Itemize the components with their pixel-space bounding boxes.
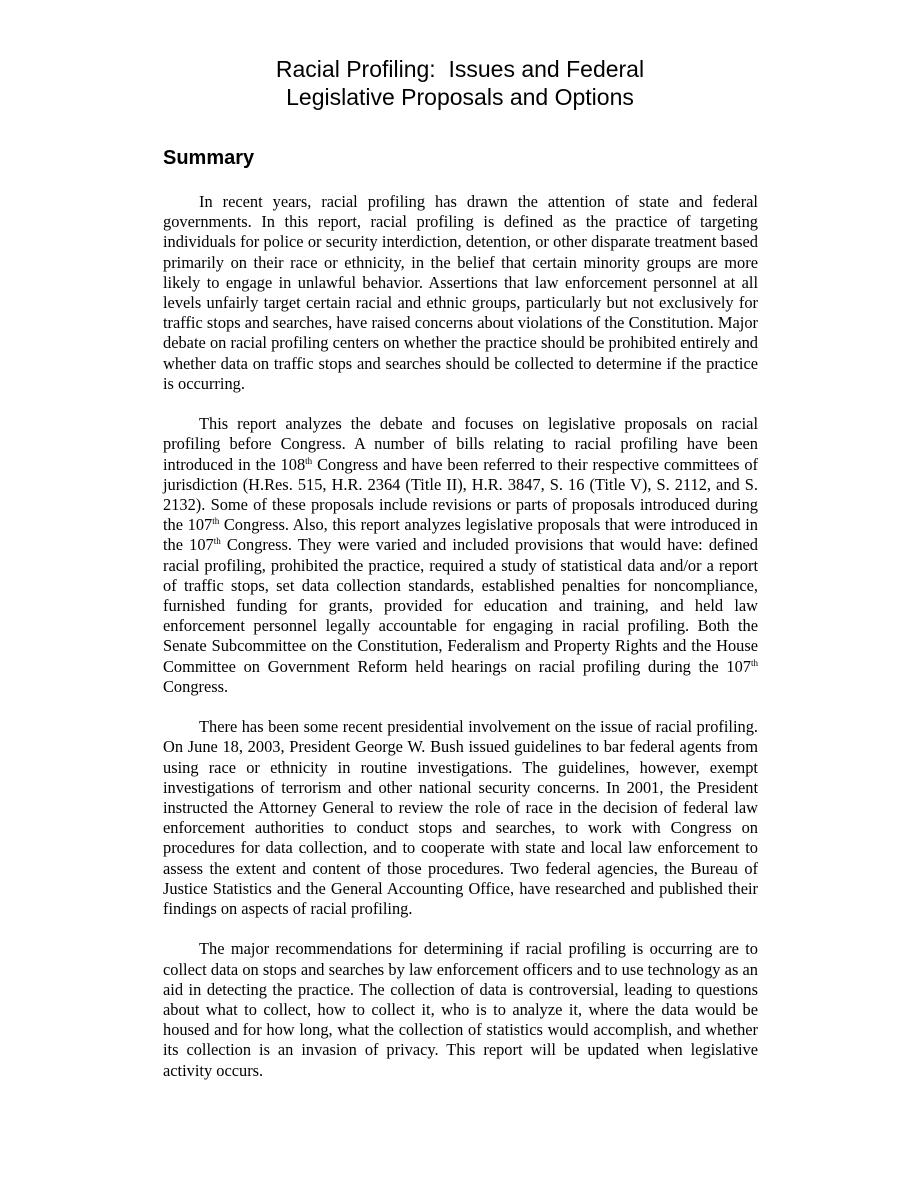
paragraph-2-part-5: Congress.	[163, 676, 229, 696]
summary-body	[163, 192, 758, 1101]
ordinal-suffix: th	[213, 536, 221, 547]
paragraph-2	[163, 414, 758, 697]
paragraph-1: In recent years, racial profiling has drawn the attention of state and federal governments. In this report, racial profiling is defined as the practice of targeting individuals for police or security interdiction, detention, or other disparate treatment based primarily on their race or ethnicity, in the belief that certain minority groups are more likely to engage in unlawful behavior. Assertions that law enforcement personnel at all levels unfairly target certain racial and ethnic groups, particularly but not exclusively for traffic stops and searches, have raised concerns about violations of the Constitution. Major debate on racial profiling centers on whether the practice should be prohibited entirely and whether data on traffic stops and searches should be collected to determine if the practice is occurring.	[163, 192, 758, 393]
paragraph-2-part-3: Congress. Also, this report analyzes legislative proposals that were introduced in the 107	[163, 515, 758, 555]
title-line-2: Legislative Proposals and Options	[286, 84, 634, 110]
paragraph-2-part-2: Congress and have been referred to their respective committees of jurisdiction (H.Res. 515, H.R. 2364 (Title II), H.R. 3847, S. 16 (Title V), S. 2112, and S. 2132). Some of these proposals include revisions or parts of proposals introduced during the 107	[163, 454, 758, 535]
paragraph-2-part-4: Congress. They were varied and included provisions that would have: defined racial profiling, prohibited the practice, required a study of statistical data and/or a report of traffic stops, set data collection standards, established penalties for noncompliance, furnished funding for grants, provided for education and training, and held law enforcement personnel legally accountable for engaging in racial profiling. Both the Senate Subcommittee on the Constitution, Federalism and Property Rights and the House Committee on Government Reform held hearings on racial profiling during the 107	[163, 535, 758, 676]
ordinal-suffix: th	[305, 455, 313, 466]
ordinal-suffix: th	[750, 657, 758, 668]
ordinal-suffix: th	[212, 516, 220, 527]
document-title	[0, 55, 920, 111]
paragraph-3: There has been some recent presidential involvement on the issue of racial profiling. On June 18, 2003, President George W. Bush issued guidelines to bar federal agents from using race or ethnicity in routine investigations. The guidelines, however, exempt investigations of terrorism and other national security concerns. In 2001, the President instructed the Attorney General to review the role of race in the decision of federal law enforcement authorities to conduct stops and searches, to work with Congress on procedures for data collection, and to cooperate with state and local law enforcement to assess the extent and content of those procedures. Two federal agencies, the Bureau of Justice Statistics and the General Accounting Office, have researched and published their findings on aspects of racial profiling.	[163, 717, 758, 919]
title-line-1: Racial Profiling: Issues and Federal	[275, 56, 645, 82]
paragraph-2-part-1: This report analyzes the debate and focuses on legislative proposals on racial profiling before Congress. A number of bills relating to racial profiling have been introduced in the 108	[163, 414, 758, 474]
section-heading: Summary	[163, 147, 255, 169]
paragraph-4: The major recommendations for determining if racial profiling is occurring are to collect data on stops and searches by law enforcement officers and to use technology as an aid in detecting the practice. The collection of data is controversial, leading to questions about what to collect, how to collect it, who is to analyze it, where the data would be housed and for how long, what the collection of statistics would accomplish, and whether its collection is an invasion of privacy. This report will be updated when legislative activity occurs.	[163, 939, 758, 1080]
